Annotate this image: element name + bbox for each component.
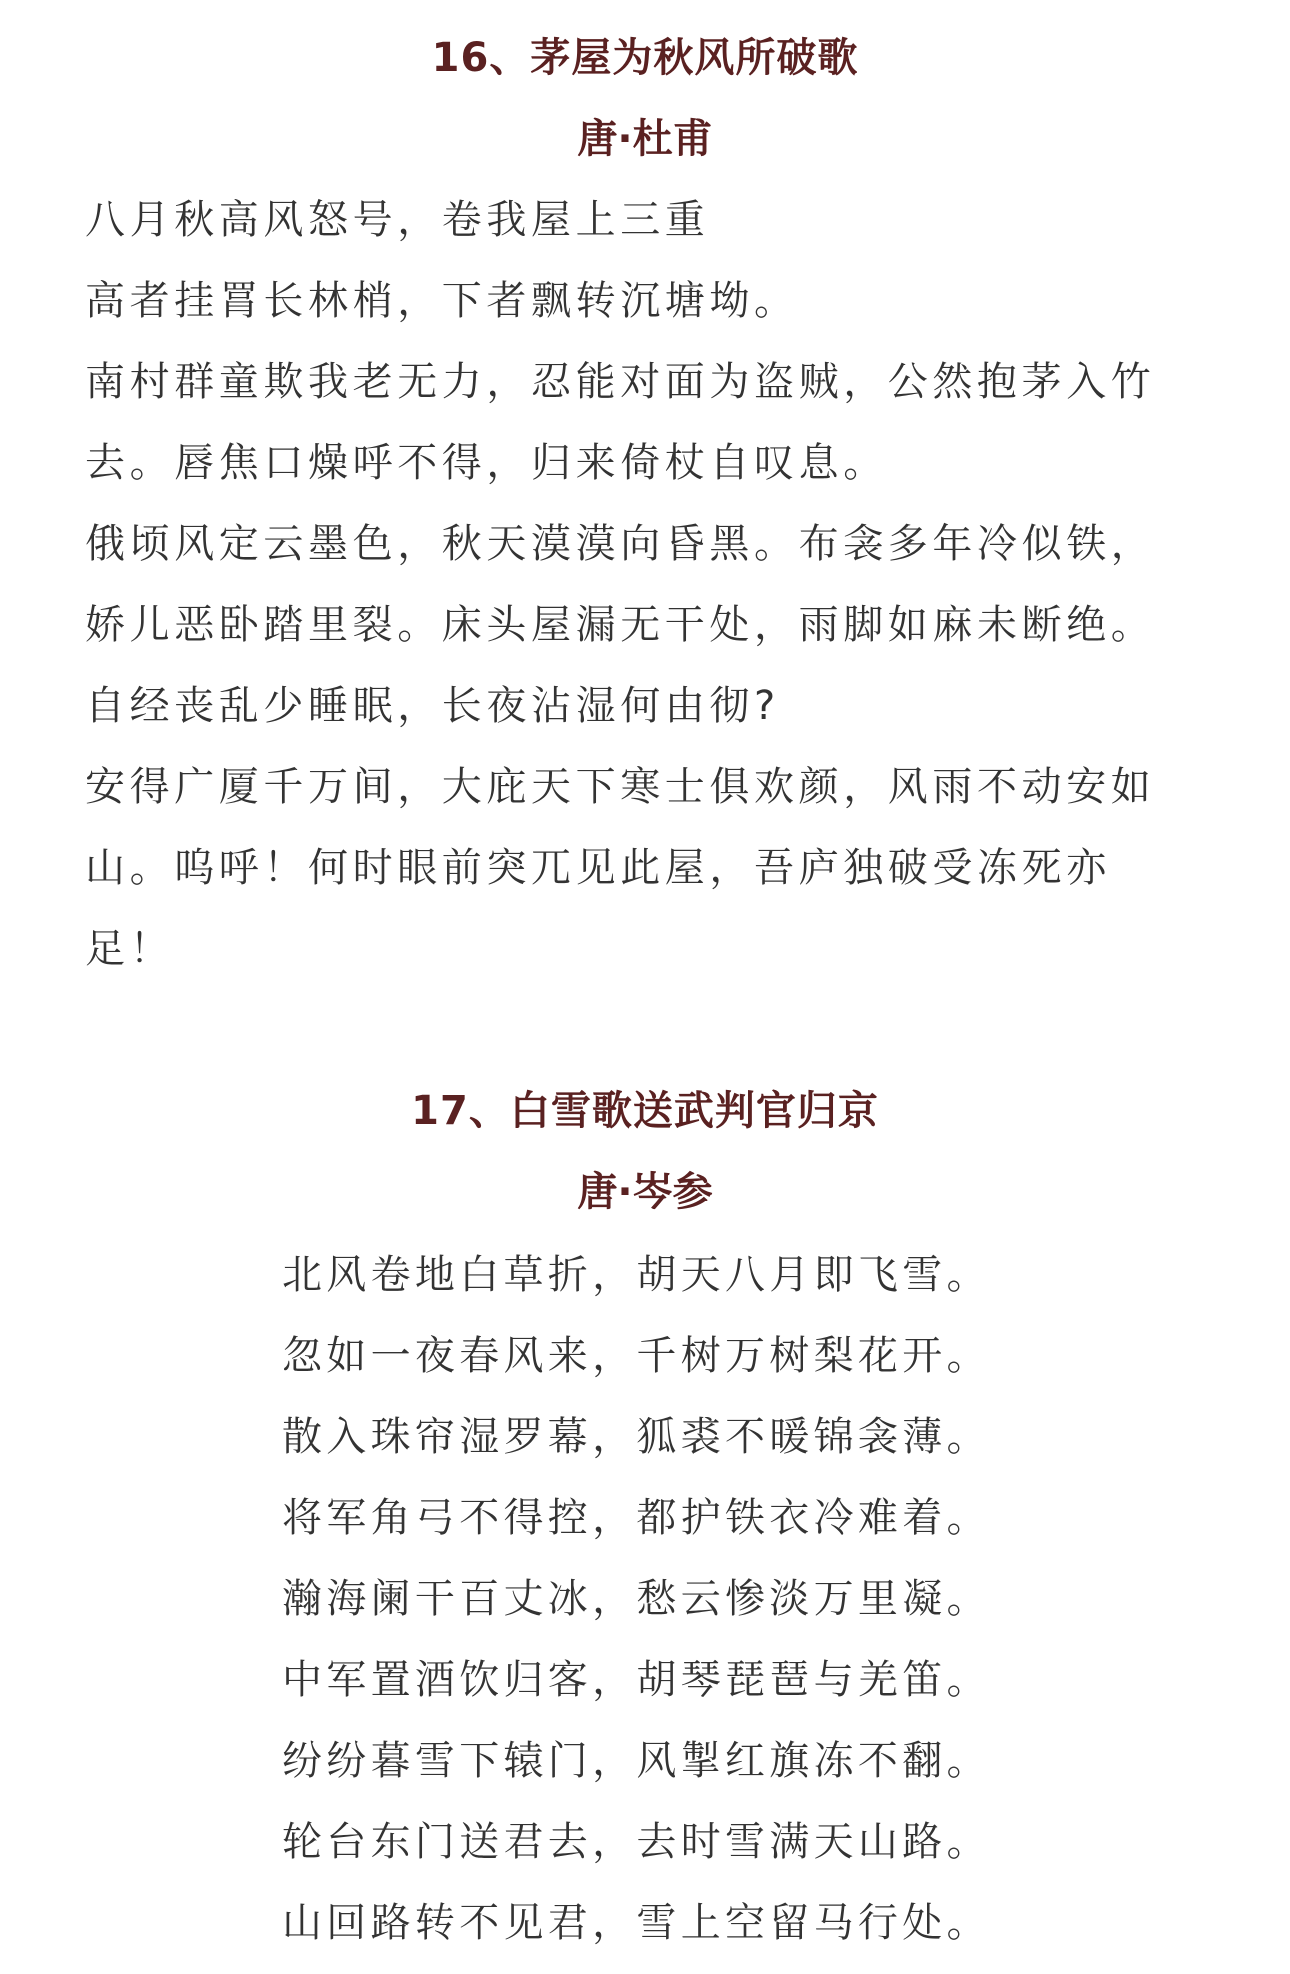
poem-1-line: 自经丧乱少睡眠，长夜沾湿何由彻? [85,683,780,729]
poem-1-line: 俄顷风定云墨色，秋天漠漠向昏黑。布衾多年冷似铁， [85,521,1156,567]
poem-2-line: 忽如一夜春风来，千树万树梨花开。 [282,1333,991,1379]
poem-2-line: 山回路转不见君，雪上空留马行处。 [282,1900,991,1946]
poem-1-author: 唐·杜甫 [577,116,713,162]
poem-1-line: 高者挂罥长林梢，下者飘转沉塘坳。 [85,278,799,324]
poem-2-line: 散入珠帘湿罗幕，狐裘不暖锦衾薄。 [282,1414,991,1460]
poem-1-line: 娇儿恶卧踏里裂。床头屋漏无干处，雨脚如麻未断绝。 [85,602,1156,648]
poem-2-title: 17、白雪歌送武判官归京 [411,1088,879,1134]
poem-1-line: 八月秋高风怒号，卷我屋上三重 [85,197,710,243]
poem-2-line: 北风卷地白草折，胡天八月即飞雪。 [282,1252,991,1298]
poem-1-title: 16、茅屋为秋风所破歌 [431,35,859,81]
poem-2-line: 瀚海阑干百丈冰，愁云惨淡万里凝。 [282,1576,991,1622]
poem-1-line: 安得广厦千万间，大庇天下寒士俱欢颜，风雨不动安如 [85,764,1156,810]
poem-2-author: 唐·岑参 [577,1169,713,1215]
poem-1-line: 去。唇焦口燥呼不得，归来倚杖自叹息。 [85,440,888,486]
poem-1-line: 南村群童欺我老无力，忍能对面为盗贼，公然抱茅入竹 [85,359,1156,405]
poem-2-line: 中军置酒饮归客，胡琴琵琶与羌笛。 [282,1657,991,1703]
poem-1-line: 山。呜呼！何时眼前突兀见此屋，吾庐独破受冻死亦 [85,845,1111,891]
poem-1-line: 足！ [85,926,175,972]
poem-2-line: 将军角弓不得控，都护铁衣冷难着。 [282,1495,991,1541]
poem-2-line: 纷纷暮雪下辕门，风掣红旗冻不翻。 [282,1738,991,1784]
poem-2-line: 轮台东门送君去，去时雪满天山路。 [282,1819,991,1865]
